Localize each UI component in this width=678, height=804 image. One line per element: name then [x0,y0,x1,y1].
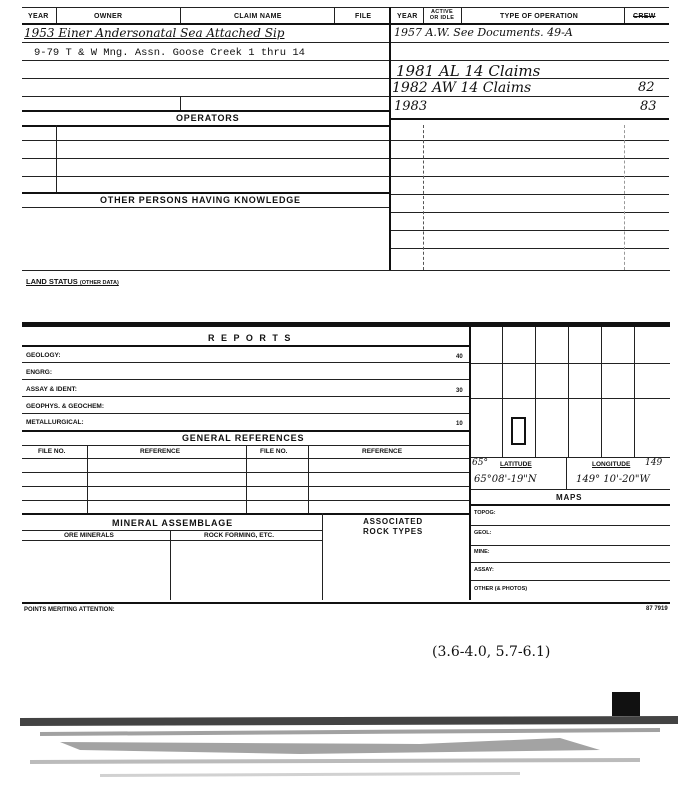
points-meriting-label: POINTS MERITING ATTENTION: [24,607,115,613]
top-border [22,7,669,8]
land-status-label [26,277,119,286]
row-line [22,158,389,159]
row-line [22,530,322,531]
header-year: YEAR [28,13,49,20]
operation-row-4: 1983 [394,99,428,114]
row-line [391,212,669,213]
ref-header-reference-2: REFERENCE [362,448,403,455]
vdiv [423,125,424,270]
row-line [391,248,669,249]
map-other: OTHER (& PHOTOS) [474,586,528,592]
row-line [391,60,669,61]
row-line [22,110,389,112]
row-line [22,78,389,79]
row-line [22,176,389,177]
owner-row-2: 9-79 T & W Mng. Assn. Goose Creek 1 thru 14 [34,47,305,59]
grid-line [502,327,503,457]
row-line [391,176,669,177]
owner-row-1: 1953 Einer Andersonatal Sea Attached Sip [24,26,285,40]
row-line [22,396,469,397]
maps-heading: MAPS [556,493,583,502]
report-label: GEOLOGY: [26,352,61,359]
vdiv [423,7,424,23]
report-num: 40 [456,354,463,360]
section-band [22,322,670,327]
ref-header-reference-1: REFERENCE [140,448,181,455]
row-line [22,125,389,127]
latitude-value: 65°08'-19"N [474,474,537,485]
header-active-or-idle: ACTIVE OR IDLE [429,9,455,21]
row-line [22,413,469,414]
reports-heading: R E P O R T S [208,333,293,343]
report-num: 30 [456,388,463,394]
vdiv [308,445,309,513]
crew-value-1: 82 [638,80,655,95]
map-geol: GEOL: [474,530,492,536]
longitude-value: 149° 10'-20"W [576,474,650,485]
vdiv [461,7,462,23]
header-year-2: YEAR [397,13,418,20]
vdiv [624,7,625,23]
vdiv [56,125,57,192]
row-line [22,362,469,363]
row-line [391,158,669,159]
ore-minerals-header: ORE MINERALS [64,532,114,539]
header-claim-name: CLAIM NAME [234,13,282,20]
scan-noise [0,680,678,804]
row-line [391,194,669,195]
row-line [22,379,469,380]
report-label: ASSAY & IDENT: [26,386,77,393]
grid-line [471,580,670,581]
header-owner: OWNER [94,13,123,20]
row-line [391,230,669,231]
grid-line [634,327,635,457]
vdiv [322,513,323,600]
grid-line [535,327,536,457]
grid-line [471,562,670,563]
grid-line [471,545,670,546]
row-line [22,345,469,347]
rock-forming-header: ROCK FORMING, ETC. [204,532,275,539]
row-line [22,60,389,61]
land-status-text: LAND STATUS [26,277,78,286]
operation-row-3: 1982 AW 14 Claims [392,80,532,96]
map-assay: ASSAY: [474,567,494,573]
grid-line [471,363,670,364]
header-file: FILE [355,13,372,20]
row-line [22,540,322,541]
grid-line [471,489,670,490]
handwritten-note: (3.6-4.0, 5.7-6.1) [432,644,551,660]
lat-prefix: 65° [472,458,488,468]
vdiv [170,530,171,600]
map-mine: MINE: [474,549,490,555]
row-line [22,207,389,208]
grid-line [471,398,670,399]
ref-header-file-no-2: FILE NO. [260,448,288,455]
grid-line [566,457,567,489]
report-num: 10 [456,421,463,427]
row-line [22,430,469,432]
header-crew: CREW [633,13,656,20]
row-line [22,270,670,271]
lon-suffix: 149 [645,458,663,468]
report-label: METALLURGICAL: [26,419,84,426]
row-line [22,42,389,43]
grid-line [471,504,670,506]
row-line [391,118,669,120]
grid-line [601,327,602,457]
header-type-of-operation: TYPE OF OPERATION [500,13,579,20]
vdiv [624,125,625,270]
longitude-label: LONGITUDE [592,461,631,468]
row-line [391,42,669,43]
row-line [22,96,389,97]
header-bottom-rule [22,23,669,25]
land-status-sub: (OTHER DATA) [79,280,119,286]
map-topog: TOPOG: [474,510,496,516]
row-line [22,602,670,604]
operation-row-1: 1957 A.W. See Documents. 49-A [394,26,573,39]
main-divider [389,7,391,271]
grid-line [471,457,670,458]
vdiv [180,7,181,23]
vdiv [87,445,88,513]
vdiv [334,7,335,23]
operators-heading: OPERATORS [176,113,240,123]
vdiv [246,445,247,513]
reports-divider [469,327,471,600]
row-line [22,192,389,194]
row-line [391,140,669,141]
associated-rock-types-heading: ASSOCIATED ROCK TYPES [362,517,423,536]
ref-header-file-no-1: FILE NO. [38,448,66,455]
row-line [391,96,669,97]
row-line [22,140,389,141]
general-references-heading: GENERAL REFERENCES [182,433,305,443]
latitude-label: LATITUDE [500,461,532,468]
other-persons-heading: OTHER PERSONS HAVING KNOWLEDGE [100,195,301,205]
crew-value-2: 83 [640,99,657,114]
form-number: 87 7919 [646,606,668,612]
report-label: GEOPHYS. & GEOCHEM: [26,403,105,410]
report-label: ENGRG: [26,369,52,376]
vdiv [180,96,181,110]
operation-row-2: 1981 AL 14 Claims [396,62,541,80]
row-line [22,513,469,515]
location-marker [511,417,526,445]
vdiv [56,7,57,23]
grid-line [568,327,569,457]
grid-line [471,525,670,526]
mineral-assemblage-heading: MINERAL ASSEMBLAGE [112,518,233,528]
